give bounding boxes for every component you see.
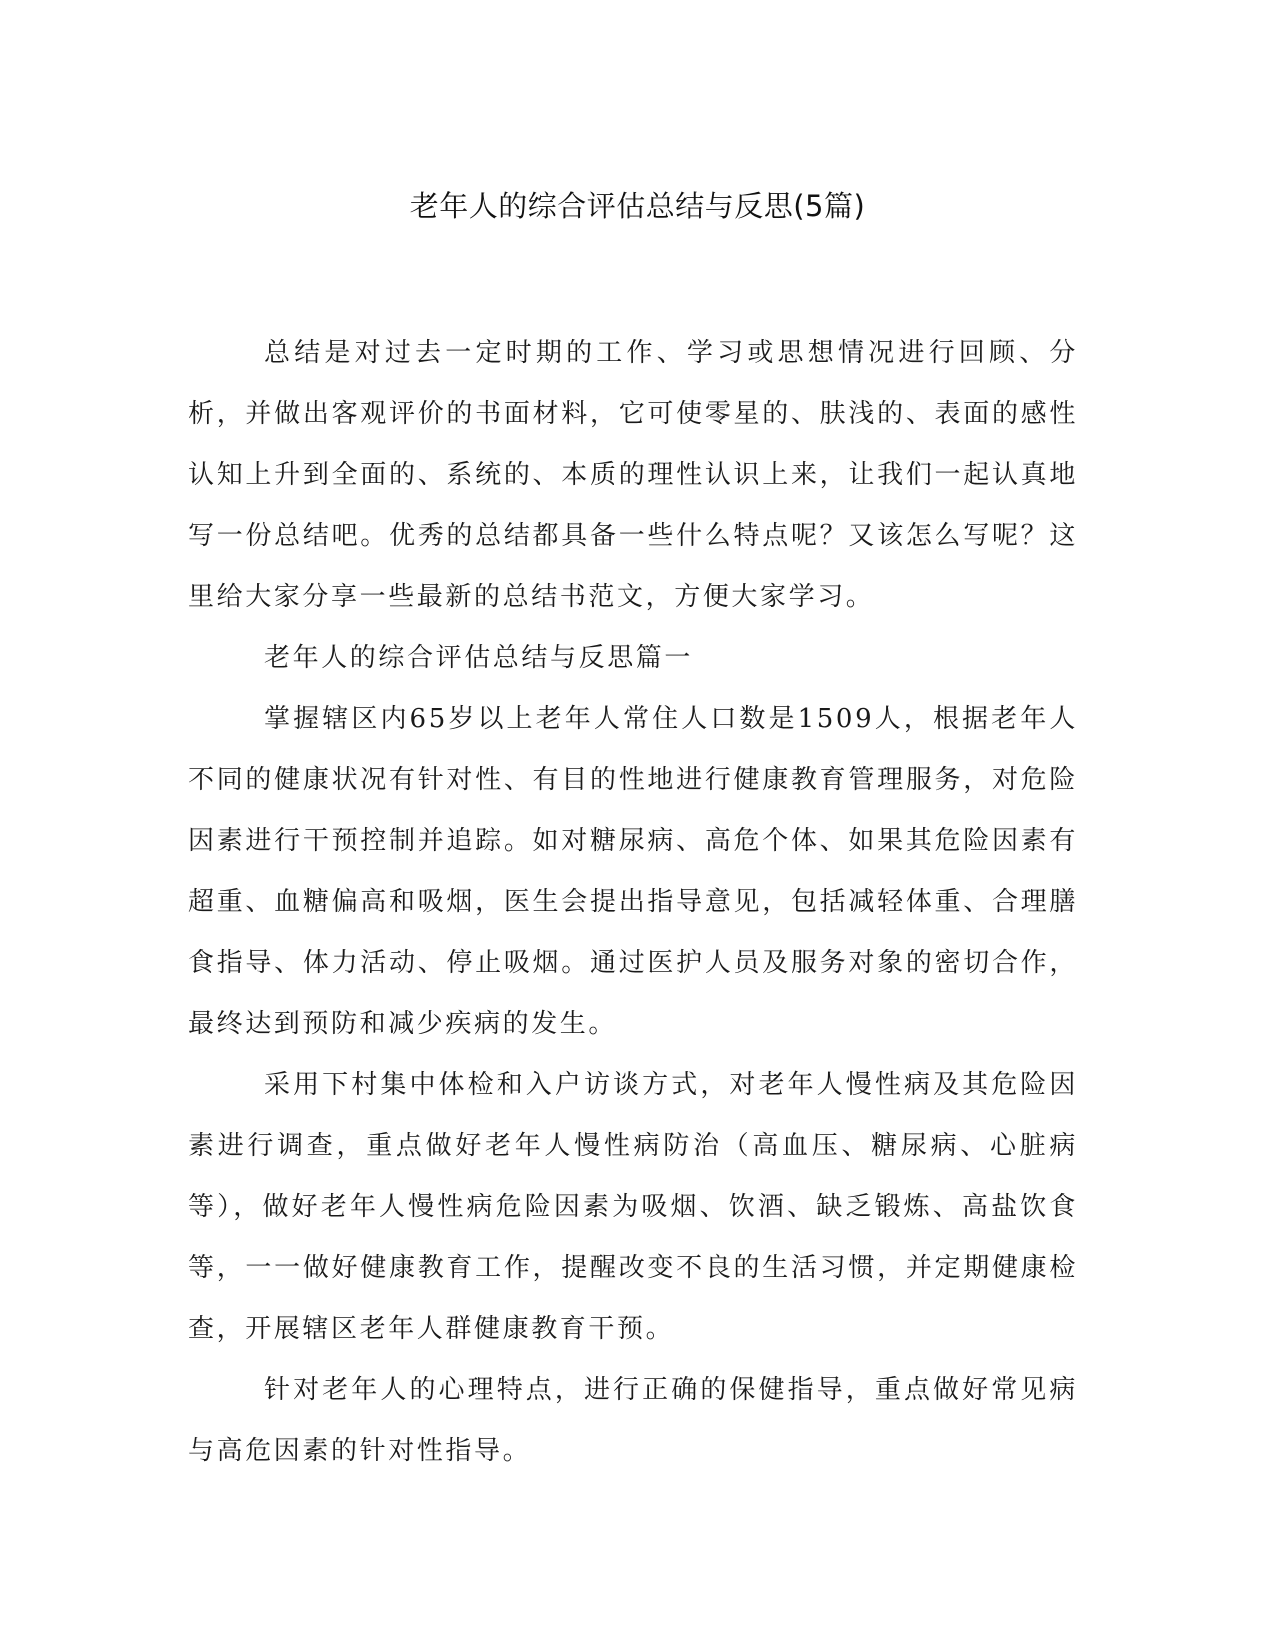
paragraph-intro: 总结是对过去一定时期的工作、学习或思想情况进行回顾、分析，并做出客观评价的书面材料，它可使零星的、肤浅的、表面的感性认知上升到全面的、系统的、本质的理性认识上来，让我们一起认真地写一份总结吧。优秀的总结都具备一些什么特点呢？又该怎么写呢？这里给大家分享一些最新的总结书范文，方便大家学习。 — [188, 338, 1078, 612]
document-title: 老年人的综合评估总结与反思(5篇) — [409, 189, 866, 223]
document-body — [188, 323, 1078, 1482]
paragraph: 针对老年人的心理特点，进行正确的保健指导，重点做好常见病与高危因素的针对性指导。 — [188, 1375, 1078, 1466]
section-heading: 老年人的综合评估总结与反思篇一 — [264, 643, 694, 673]
paragraph: 采用下村集中体检和入户访谈方式，对老年人慢性病及其危险因素进行调查，重点做好老年人慢性病防治（高血压、糖尿病、心脏病等），做好老年人慢性病危险因素为吸烟、饮酒、缺乏锻炼、高盐饮食等，一一做好健康教育工作，提醒改变不良的生活习惯，并定期健康检查，开展辖区老年人群健康教育干预。 — [188, 1070, 1078, 1344]
paragraph: 掌握辖区内65岁以上老年人常住人口数是1509人，根据老年人不同的健康状况有针对性、有目的性地进行健康教育管理服务，对危险因素进行干预控制并追踪。如对糖尿病、高危个体、如果其危险因素有超重、血糖偏高和吸烟，医生会提出指导意见，包括减轻体重、合理膳食指导、体力活动、停止吸烟。通过医护人员及服务对象的密切合作，最终达到预防和减少疾病的发生。 — [188, 704, 1078, 1039]
